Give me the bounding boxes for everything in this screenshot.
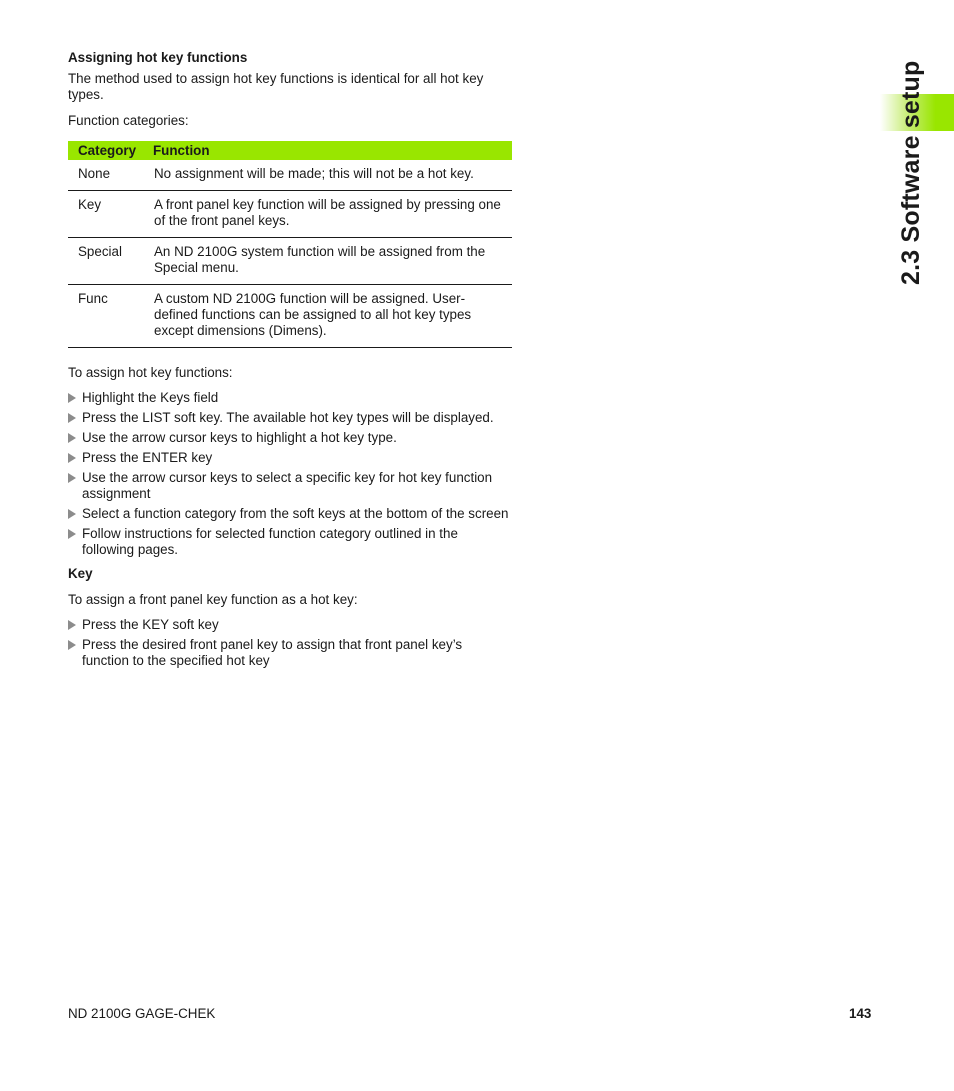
function-cell: No assignment will be made; this will not be a hot key. [153,160,512,191]
category-cell: None [68,160,153,191]
category-cell: Func [68,285,153,348]
arrow-right-icon [68,640,76,650]
list-item [68,526,512,558]
list-item [68,506,512,522]
step-text: Press the ENTER key [82,450,213,465]
function-categories-table [68,141,512,348]
key-steps-list [68,617,512,669]
list-item [68,617,512,633]
key-intro: To assign a front panel key function as a hot key: [68,592,358,607]
list-item [68,410,512,426]
categories-label: Function categories: [68,113,189,128]
assign-label: To assign hot key functions: [68,365,233,380]
main-content [68,49,512,673]
arrow-right-icon [68,433,76,443]
list-item [68,450,512,466]
step-text: Press the KEY soft key [82,617,219,632]
step-text: Use the arrow cursor keys to highlight a hot key type. [82,430,397,445]
list-item [68,430,512,446]
arrow-right-icon [68,453,76,463]
column-header-category: Category [68,141,153,160]
table-row [68,238,512,285]
page-number: 143 [849,1006,872,1021]
category-cell: Key [68,191,153,238]
arrow-right-icon [68,473,76,483]
arrow-right-icon [68,529,76,539]
assign-steps-list [68,390,512,558]
arrow-right-icon [68,393,76,403]
step-text: Press the LIST soft key. The available hot key types will be displayed. [82,410,494,425]
table-row [68,285,512,348]
function-cell: A custom ND 2100G function will be assigned. User-defined functions can be assigned to all hot key types except dimensions (Dimens). [153,285,512,348]
section-intro: The method used to assign hot key functions is identical for all hot key types. [68,71,484,102]
category-cell: Special [68,238,153,285]
table-row [68,191,512,238]
column-header-function: Function [153,141,512,160]
table-header-row [68,141,512,160]
step-text: Select a function category from the soft keys at the bottom of the screen [82,506,509,521]
step-text: Use the arrow cursor keys to select a specific key for hot key function assignment [82,470,493,501]
arrow-right-icon [68,620,76,630]
section-heading: Assigning hot key functions [68,50,248,65]
list-item [68,390,512,406]
arrow-right-icon [68,509,76,519]
step-text: Press the desired front panel key to assign that front panel key’s function to the specified hot key [82,637,463,668]
function-cell: An ND 2100G system function will be assigned from the Special menu. [153,238,512,285]
footer-product-name: ND 2100G GAGE-CHEK [68,1006,216,1021]
arrow-right-icon [68,413,76,423]
step-text: Highlight the Keys field [82,390,219,405]
step-text: Follow instructions for selected function category outlined in the following pages. [82,526,458,557]
list-item [68,470,512,502]
section-side-title: 2.3 Software setup [897,60,925,285]
key-heading: Key [68,566,93,581]
list-item [68,637,512,669]
function-cell: A front panel key function will be assigned by pressing one of the front panel keys. [153,191,512,238]
table-row [68,160,512,191]
